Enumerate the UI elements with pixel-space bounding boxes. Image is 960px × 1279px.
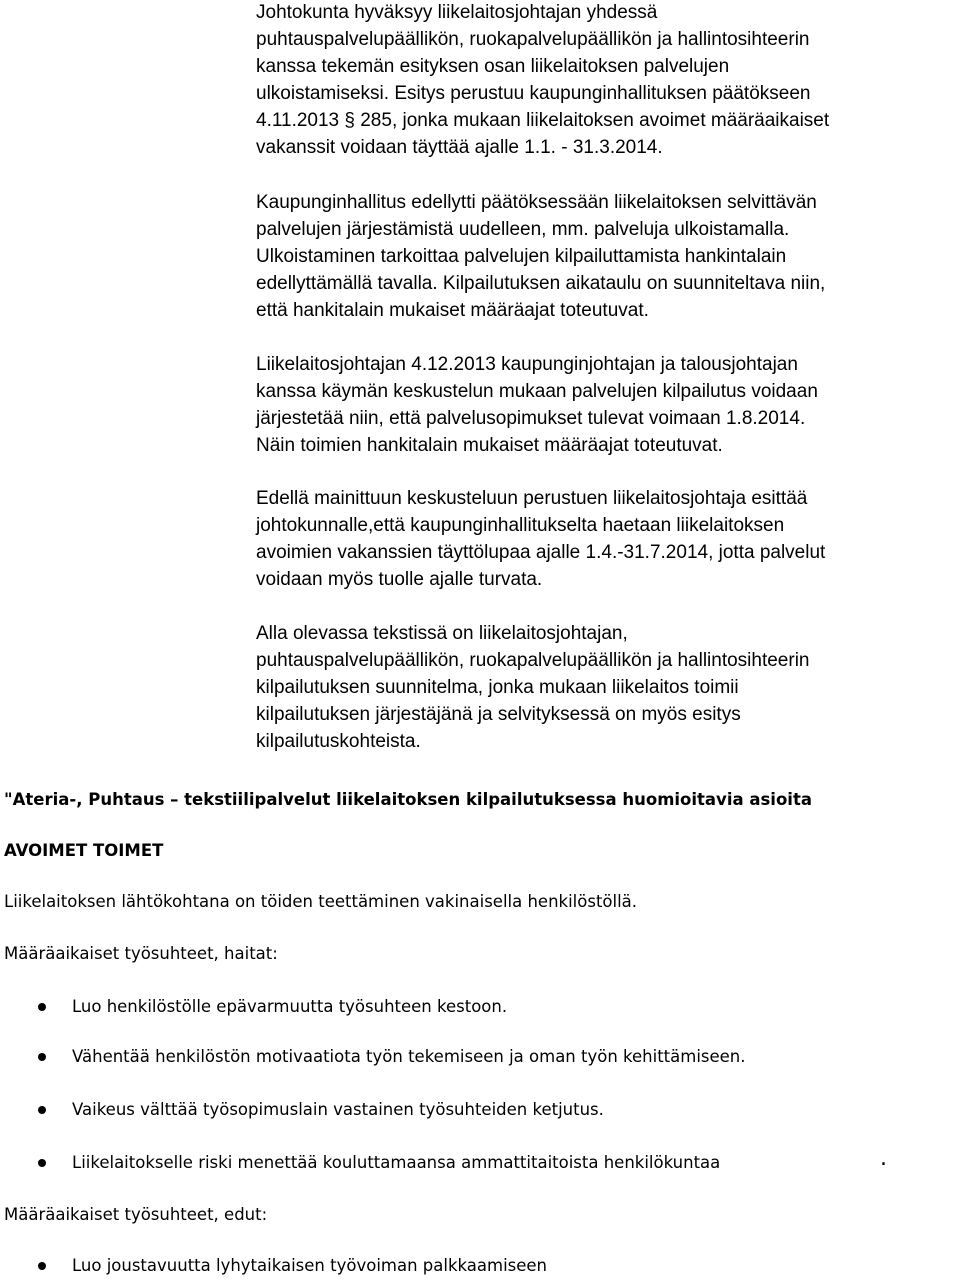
bullet-icon	[38, 1053, 46, 1061]
list-item-text: Vähentää henkilöstön motivaatiota työn tekemiseen ja oman työn kehittämiseen.	[72, 1047, 746, 1066]
text-line: puhtauspalvelupäällikön, ruokapalvelupäällikön ja hallintosihteerin	[256, 650, 810, 671]
text-line: johtokunnalle,että kaupunginhallitukselta haetaan liikelaitoksen	[256, 515, 785, 536]
text-line: kanssa käymän keskustelun mukaan palvelujen kilpailutus voidaan	[256, 381, 818, 402]
text-line: vakanssit voidaan täyttää ajalle 1.1. - 31.3.2014.	[256, 137, 663, 158]
text-line: kilpailutuskohteista.	[256, 731, 421, 752]
text-line: että hankitalain mukaiset määräajat toteutuvat.	[256, 300, 649, 321]
text-line: Kaupunginhallitus edellytti päätöksessään liikelaitoksen selvittävän	[256, 192, 817, 213]
text-line: puhtauspalvelupäällikön, ruokapalvelupäällikön ja hallintosihteerin	[256, 29, 810, 50]
paragraph-city-board	[256, 189, 956, 324]
text-line: avoimien vakanssien täyttölupaa ajalle 1.4.-31.7.2014, jotta palvelut	[256, 542, 826, 563]
bullet-icon	[38, 1106, 46, 1114]
list-item-text: Luo henkilöstölle epävarmuutta työsuhteen kestoon.	[72, 997, 508, 1016]
bullet-icon	[38, 1003, 46, 1011]
text-line: Edellä mainittuun keskusteluun perustuen liikelaitosjohtaja esittää	[256, 488, 808, 509]
section-heading-quote: "Ateria-, Puhtaus – tekstiilipalvelut liikelaitoksen kilpailutuksessa huomioitavia asioita	[4, 790, 812, 809]
haitat-heading: Määräaikaiset työsuhteet, haitat:	[4, 944, 278, 963]
text-line: Liikelaitosjohtajan 4.12.2013 kaupunginjohtajan ja talousjohtajan	[256, 354, 798, 375]
trailing-period: .	[880, 1146, 887, 1171]
text-line: kilpailutuksen järjestäjänä ja selvityksessä on myös esitys	[256, 704, 741, 725]
text-line: voidaan myös tuolle ajalle turvata.	[256, 569, 543, 590]
bullet-icon	[38, 1262, 46, 1270]
list-item-text: Luo joustavuutta lyhytaikaisen työvoiman palkkaamiseen	[72, 1256, 548, 1275]
edut-heading: Määräaikaiset työsuhteet, edut:	[4, 1205, 268, 1224]
text-line: edellyttämällä tavalla. Kilpailutuksen aikataulu on suunniteltava niin,	[256, 273, 826, 294]
text-line: palvelujen järjestämistä uudelleen, mm. palveluja ulkoistamalla.	[256, 219, 790, 240]
text-line: kilpailutuksen suunnitelma, jonka mukaan liikelaitos toimii	[256, 677, 739, 698]
text-line: 4.11.2013 § 285, jonka mukaan liikelaitoksen avoimet määräaikaiset	[256, 110, 830, 131]
paragraph-discussion	[256, 351, 956, 459]
lead-text: Liikelaitoksen lähtökohtana on töiden teettäminen vakinaisella henkilöstöllä.	[4, 892, 638, 911]
text-line: Näin toimien hankitalain mukaiset määräajat toteutuvat.	[256, 435, 723, 456]
text-line: Alla olevassa tekstissä on liikelaitosjohtajan,	[256, 623, 628, 644]
bullet-icon	[38, 1159, 46, 1167]
section-heading-open-positions: AVOIMET TOIMET	[4, 841, 164, 860]
text-line: ulkoistamiseksi. Esitys perustuu kaupunginhallituksen päätökseen	[256, 83, 811, 104]
list-item-text: Vaikeus välttää työsopimuslain vastainen työsuhteiden ketjutus.	[72, 1100, 604, 1119]
text-line: kanssa tekemän esityksen osan liikelaitoksen palvelujen	[256, 56, 730, 77]
list-item-text: Liikelaitokselle riski menettää kouluttamaansa ammattitaitoista henkilökuntaa	[72, 1153, 721, 1172]
paragraph-approval	[256, 0, 956, 161]
text-line: Johtokunta hyväksyy liikelaitosjohtajan yhdessä	[256, 2, 658, 23]
paragraph-proposal	[256, 485, 956, 593]
paragraph-plan	[256, 620, 956, 755]
text-line: Ulkoistaminen tarkoittaa palvelujen kilpailuttamista hankintalain	[256, 246, 787, 267]
text-line: järjestetää niin, että palvelusopimukset tulevat voimaan 1.8.2014.	[256, 408, 806, 429]
